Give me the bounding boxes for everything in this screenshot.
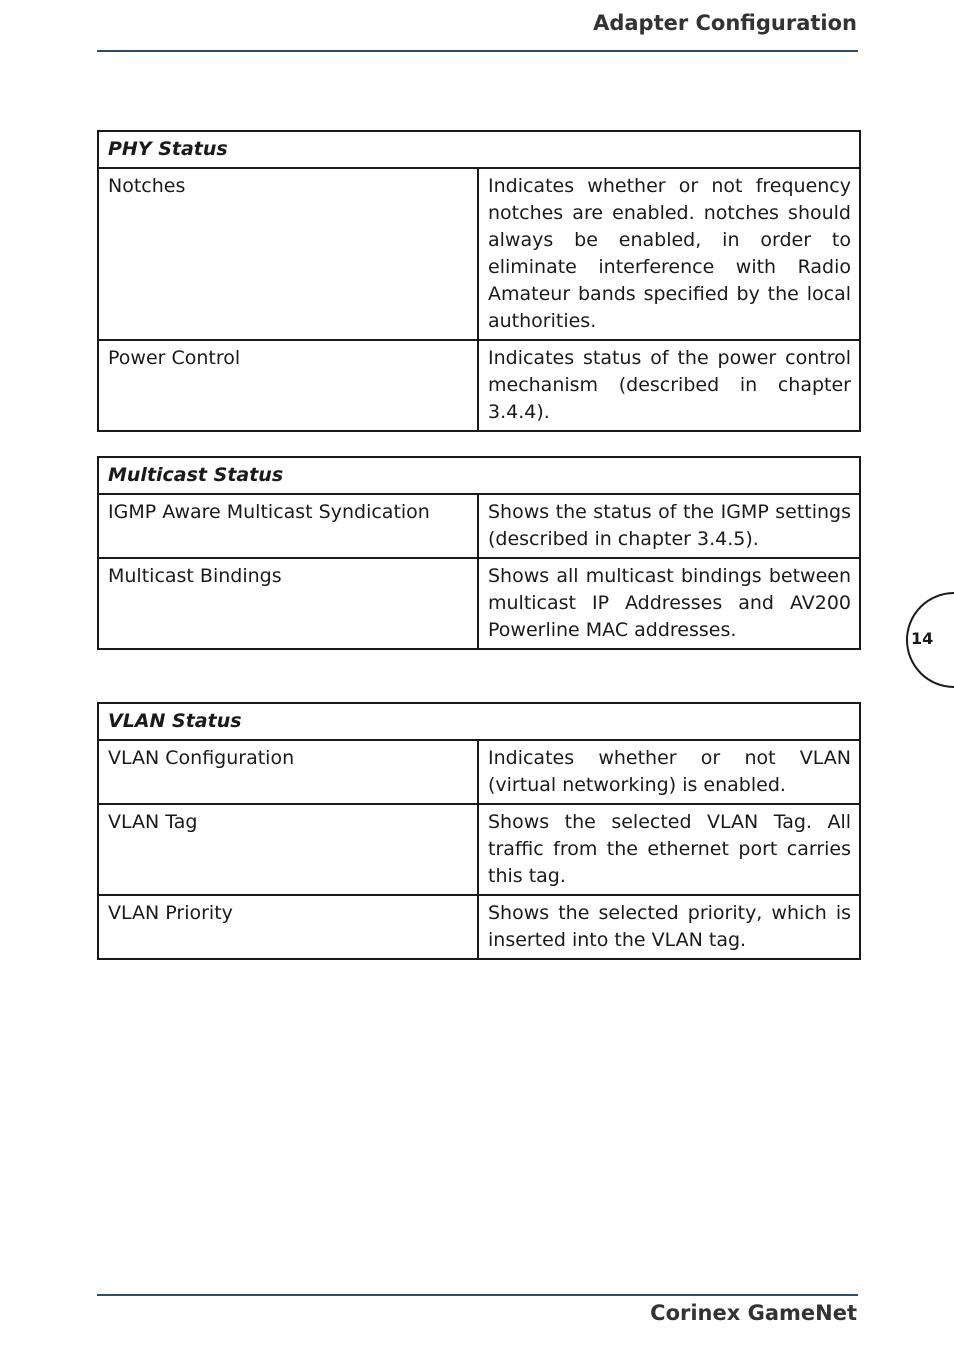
table-row: [98, 804, 860, 895]
table-heading-row: [98, 457, 860, 494]
table-row: [98, 494, 860, 558]
page-header-title: Adapter Configuration: [593, 11, 857, 35]
row-label: Multicast Bindings: [98, 558, 478, 649]
row-label: IGMP Aware Multicast Syndication: [98, 494, 478, 558]
row-description: Shows the status of the IGMP settings (described in chapter 3.4.5).: [478, 494, 860, 558]
row-label: VLAN Tag: [98, 804, 478, 895]
row-label: VLAN Configuration: [98, 740, 478, 804]
table-row: [98, 340, 860, 431]
table-row: [98, 168, 860, 340]
table-row: [98, 895, 860, 959]
phy-status-table: [97, 130, 861, 432]
row-description: Shows the selected VLAN Tag. All traffic from the ethernet port carries this tag.: [478, 804, 860, 895]
table-heading: PHY Status: [98, 131, 860, 168]
table-heading-row: [98, 703, 860, 740]
row-description: Indicates whether or not VLAN (virtual networking) is enabled.: [478, 740, 860, 804]
row-description: Indicates status of the power control mechanism (described in chapter 3.4.4).: [478, 340, 860, 431]
table-heading: VLAN Status: [98, 703, 860, 740]
footer-divider: [97, 1294, 858, 1296]
table-row: [98, 558, 860, 649]
header-divider: [97, 50, 858, 52]
row-description: Shows all multicast bindings between multicast IP Addresses and AV200 Powerline MAC addresses.: [478, 558, 860, 649]
row-description: Indicates whether or not frequency notches are enabled. notches should always be enabled, in order to eliminate interference with Radio Amateur bands specified by the local authorities.: [478, 168, 860, 340]
multicast-status-table: [97, 456, 861, 650]
table-heading: Multicast Status: [98, 457, 860, 494]
page-footer-title: Corinex GameNet: [650, 1301, 857, 1325]
row-label: Notches: [98, 168, 478, 340]
vlan-status-table: [97, 702, 861, 960]
table-heading-row: [98, 131, 860, 168]
row-label: Power Control: [98, 340, 478, 431]
row-description: Shows the selected priority, which is inserted into the VLAN tag.: [478, 895, 860, 959]
page-number: 14: [911, 629, 934, 648]
row-label: VLAN Priority: [98, 895, 478, 959]
table-row: [98, 740, 860, 804]
